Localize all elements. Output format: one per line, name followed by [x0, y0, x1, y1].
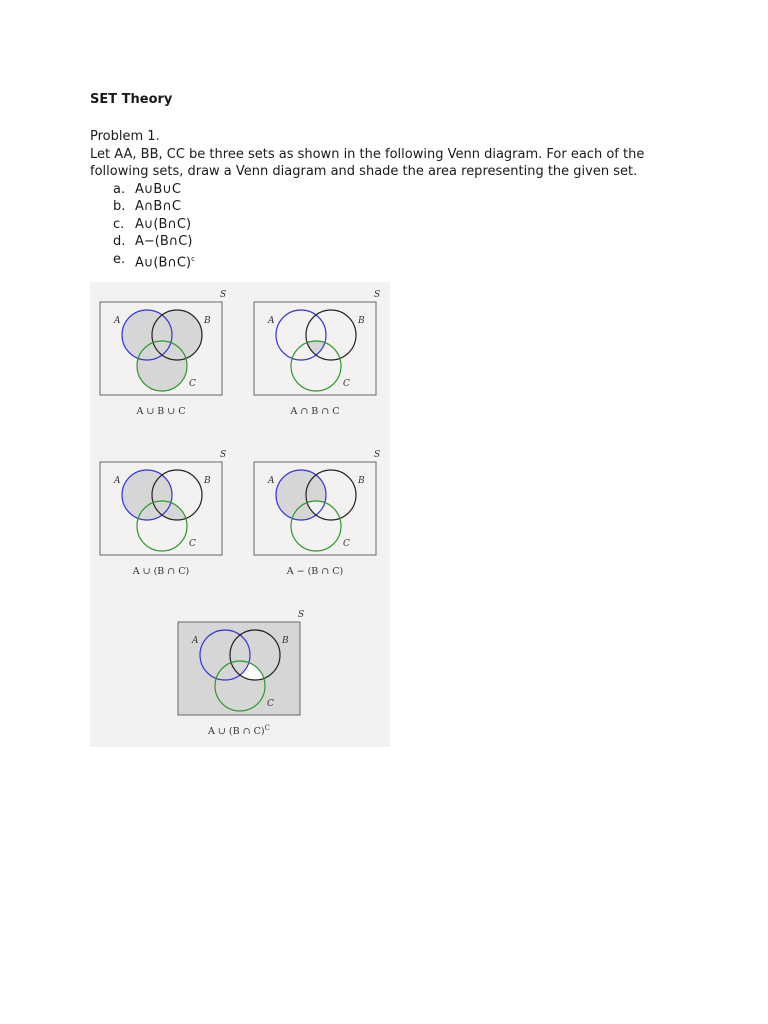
set-b-circle — [306, 310, 356, 360]
set-c-label: C — [189, 539, 196, 549]
diagram-caption: A − (B ∩ C) — [286, 566, 344, 577]
diagram-caption: A ∪ (B ∩ C)$^C$ — [208, 724, 270, 737]
item-superscript: c — [191, 254, 195, 263]
diagram-caption: A ∪ (B ∩ C) — [132, 566, 190, 577]
problem-block — [90, 128, 690, 271]
venn-diagram — [100, 290, 226, 417]
problem-items — [90, 181, 690, 272]
set-b-label: B — [358, 316, 365, 326]
item-marker: a. — [113, 181, 126, 197]
venn-diagrams — [90, 282, 390, 747]
set-a-circle — [276, 310, 326, 360]
problem-text: Let AA, BB, CC be three sets as shown in the following Venn diagram. For each of the following sets, draw a Venn diagram and shade the area representing the given set. — [90, 146, 645, 179]
set-b-label: B — [358, 476, 365, 486]
venn-diagram — [254, 290, 380, 417]
universe-label: S — [298, 610, 305, 620]
problem-item — [90, 233, 690, 251]
item-text: A∪(B∩C) — [135, 254, 192, 270]
set-a-label: A — [192, 636, 199, 646]
diagram-caption: A ∪ B ∪ C — [136, 406, 186, 417]
item-marker: d. — [113, 234, 126, 249]
universe-label: S — [374, 450, 381, 460]
item-marker: b. — [113, 199, 126, 214]
set-c-label: C — [189, 379, 196, 389]
caption-superscript: C — [264, 724, 270, 732]
item-text: A−(B∩C) — [135, 234, 193, 249]
set-b-label: B — [282, 636, 289, 646]
set-b-label: B — [204, 476, 211, 486]
set-c-label: C — [343, 539, 350, 549]
set-a-label: A — [114, 476, 121, 486]
universe-label: S — [220, 290, 227, 300]
diagram-caption: A ∩ B ∩ C — [290, 406, 340, 417]
venn-diagram — [254, 450, 380, 577]
venn-diagram — [100, 450, 226, 577]
venn-diagram — [178, 610, 304, 737]
item-text: A∩B∩C — [135, 199, 181, 214]
document-title: SET Theory — [90, 92, 173, 107]
problem-heading: Problem 1. — [90, 129, 160, 144]
problem-item — [90, 198, 690, 216]
universe-label: S — [374, 290, 381, 300]
item-text: A∪B∪C — [135, 181, 181, 197]
item-marker: c. — [113, 216, 125, 232]
set-a-label: A — [268, 476, 275, 486]
set-c-label: C — [343, 379, 350, 389]
problem-item — [90, 251, 690, 272]
problem-item — [90, 181, 690, 199]
problem-item — [90, 216, 690, 234]
venn-figure-panel — [90, 282, 390, 747]
set-a-label: A — [268, 316, 275, 326]
set-b-label: B — [204, 316, 211, 326]
item-text: A∪(B∩C) — [135, 216, 192, 232]
item-marker: e. — [113, 251, 126, 267]
universe-label: S — [220, 450, 227, 460]
set-c-label: C — [267, 699, 274, 709]
set-a-label: A — [114, 316, 121, 326]
